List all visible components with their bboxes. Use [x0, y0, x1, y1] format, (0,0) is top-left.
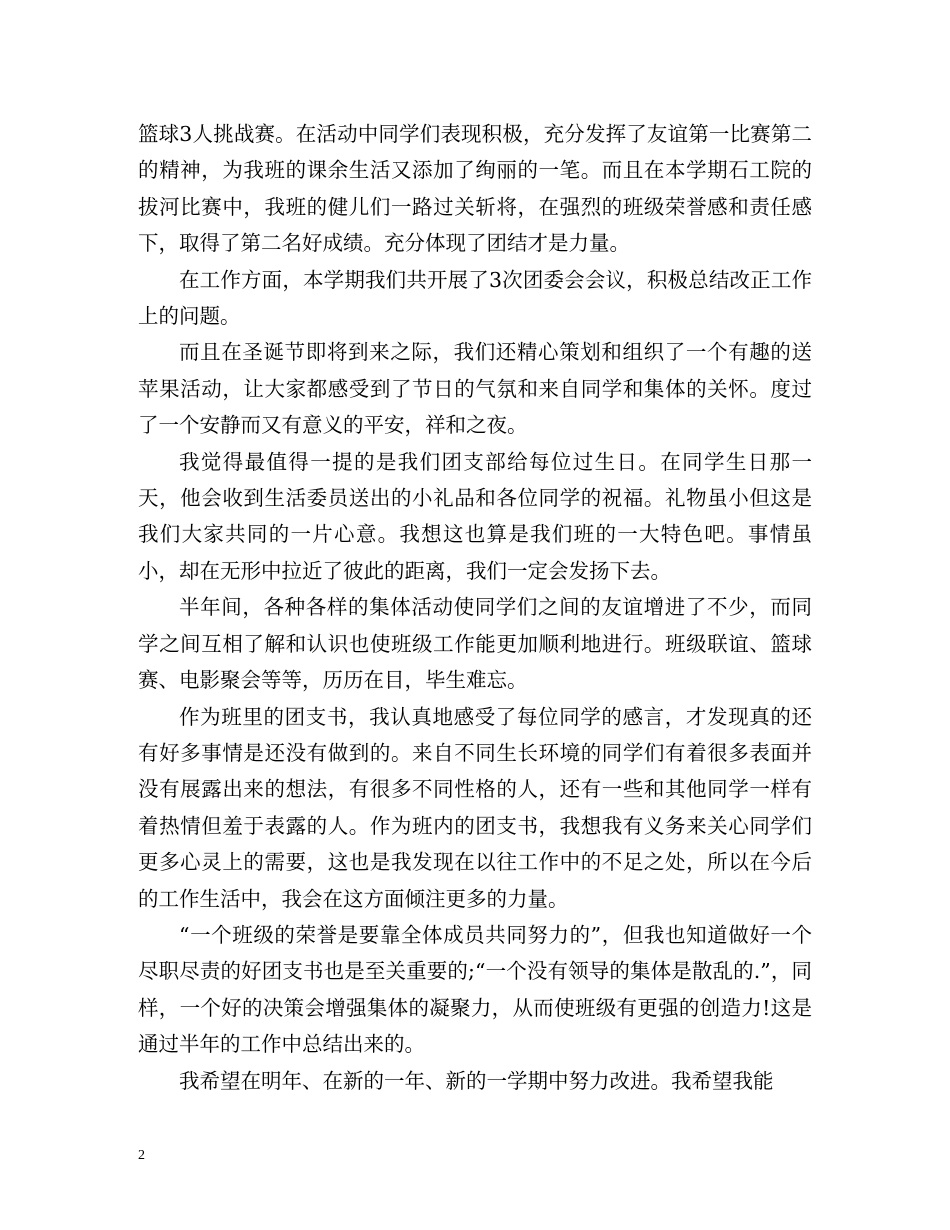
- document-body: [138, 116, 812, 1099]
- paragraph-6: 作为班里的团支书，我认真地感受了每位同学的感言，才发现真的还有好多事情是还没有做到的。来自不同生长环境的同学们有着很多表面并没有展露出来的想法，有很多不同性格的人，还有一些和其他同学一样有着热情但羞于表露的人。作为班内的团支书，我想我有义务来关心同学们更多心灵上的需要，这也是我发现在以往工作中的不足之处，所以在今后的工作生活中，我会在这方面倾注更多的力量。: [138, 704, 812, 911]
- paragraph-3: 而且在圣诞节即将到来之际，我们还精心策划和组织了一个有趣的送苹果活动，让大家都感受到了节日的气氛和来自同学和集体的关怀。度过了一个安静而又有意义的平安，祥和之夜。: [138, 340, 812, 438]
- paragraph-8: 我希望在明年、在新的一年、新的一学期中努力改进。我希望我能: [179, 1068, 774, 1093]
- paragraph-5: 半年间，各种各样的集体活动使同学们之间的友谊增进了不少，而同学之间互相了解和认识也使班级工作能更加顺利地进行。班级联谊、篮球赛、电影聚会等等，历历在目，毕生难忘。: [138, 595, 812, 693]
- paragraph-1: 篮球3人挑战赛。在活动中同学们表现积极，充分发挥了友谊第一比赛第二的精神，为我班的课余生活又添加了绚丽的一笔。而且在本学期石工院的拔河比赛中，我班的健儿们一路过关斩将，在强烈的班级荣誉感和责任感下，取得了第二名好成绩。充分体现了团结才是力量。: [138, 122, 812, 256]
- paragraph-2: 在工作方面，本学期我们共开展了3次团委会会议，积极总结改正工作上的问题。: [138, 267, 812, 329]
- paragraph-4: 我觉得最值得一提的是我们团支部给每位过生日。在同学生日那一天，他会收到生活委员送出的小礼品和各位同学的祝福。礼物虽小但这是我们大家共同的一片心意。我想这也算是我们班的一大特色吧。事情虽小，却在无形中拉近了彼此的距离，我们一定会发扬下去。: [138, 449, 812, 583]
- paragraph-7: “一个班级的荣誉是要靠全体成员共同努力的”，但我也知道做好一个尽职尽责的好团支书也是至关重要的;“一个没有领导的集体是散乱的.”，同样，一个好的决策会增强集体的凝聚力，从而使班级有更强的创造力!这是通过半年的工作中总结出来的。: [138, 922, 812, 1057]
- page-number: 2: [138, 1148, 145, 1163]
